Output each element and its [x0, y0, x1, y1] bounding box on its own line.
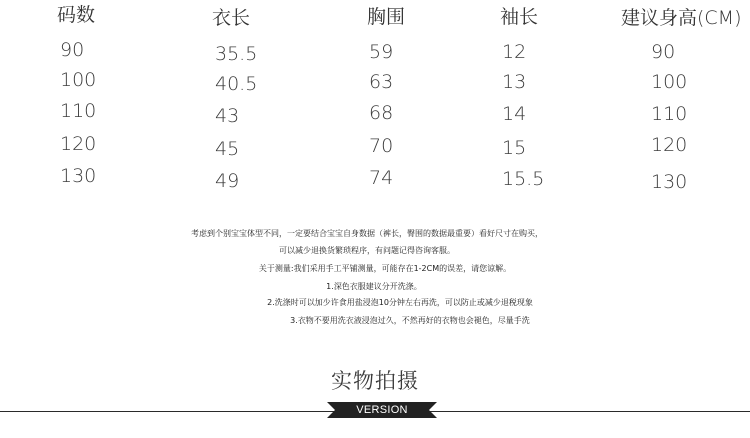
header-sleeve: 袖长 — [500, 6, 539, 28]
note-line: 1.深色衣服建议分开洗涤。 — [326, 282, 422, 291]
header-length: 衣长 — [212, 7, 251, 29]
table-cell: 120 — [60, 133, 97, 155]
note-line: 3.衣物不要用洗衣液浸泡过久，不然再好的衣物也会褪色，尽量手洗 — [290, 316, 530, 325]
table-cell: 49 — [215, 170, 240, 192]
table-cell: 120 — [651, 134, 688, 156]
table-cell: 15 — [502, 137, 527, 159]
table-cell: 63 — [369, 71, 394, 93]
note-line: 关于测量:我们采用手工平铺测量，可能存在1-2CM的误差，请您谅解。 — [258, 264, 512, 273]
version-label: VERSION — [356, 404, 408, 416]
table-cell: 45 — [215, 138, 240, 160]
size-table — [0, 0, 750, 200]
section-title: 实物拍摄 — [331, 369, 419, 393]
note-line: 可以减少退换货繁琐程序，有问题记得咨询客服。 — [279, 246, 455, 255]
table-cell: 43 — [215, 105, 240, 127]
header-chest: 胸围 — [367, 6, 406, 28]
table-cell: 130 — [651, 171, 688, 193]
note-line: 2.洗涤时可以加少许食用盐浸泡10分钟左右再洗，可以防止或减少退税现象 — [267, 298, 533, 307]
table-cell: 130 — [60, 165, 97, 187]
table-cell: 35.5 — [215, 43, 258, 65]
table-cell: 100 — [60, 69, 97, 91]
table-cell: 70 — [369, 135, 394, 157]
table-cell: 74 — [369, 167, 394, 189]
table-cell: 90 — [60, 39, 85, 61]
header-size: 码数 — [57, 4, 96, 26]
table-cell: 12 — [502, 41, 527, 63]
table-cell: 59 — [369, 41, 394, 63]
table-cell: 68 — [369, 102, 394, 124]
table-cell: 15.5 — [502, 168, 545, 190]
table-cell: 40.5 — [215, 73, 258, 95]
table-cell: 110 — [651, 103, 688, 125]
table-cell: 100 — [651, 71, 688, 93]
version-badge — [327, 402, 437, 418]
table-cell: 14 — [502, 103, 527, 125]
table-cell: 110 — [60, 100, 97, 122]
table-cell: 90 — [651, 41, 676, 63]
table-cell: 13 — [502, 71, 527, 93]
header-height: 建议身高(CM) — [621, 7, 742, 29]
note-line: 考虑到个别宝宝体型不同，一定要结合宝宝自身数据（裤长，臀围的数据最重要）看好尺寸在购买， — [191, 229, 543, 238]
